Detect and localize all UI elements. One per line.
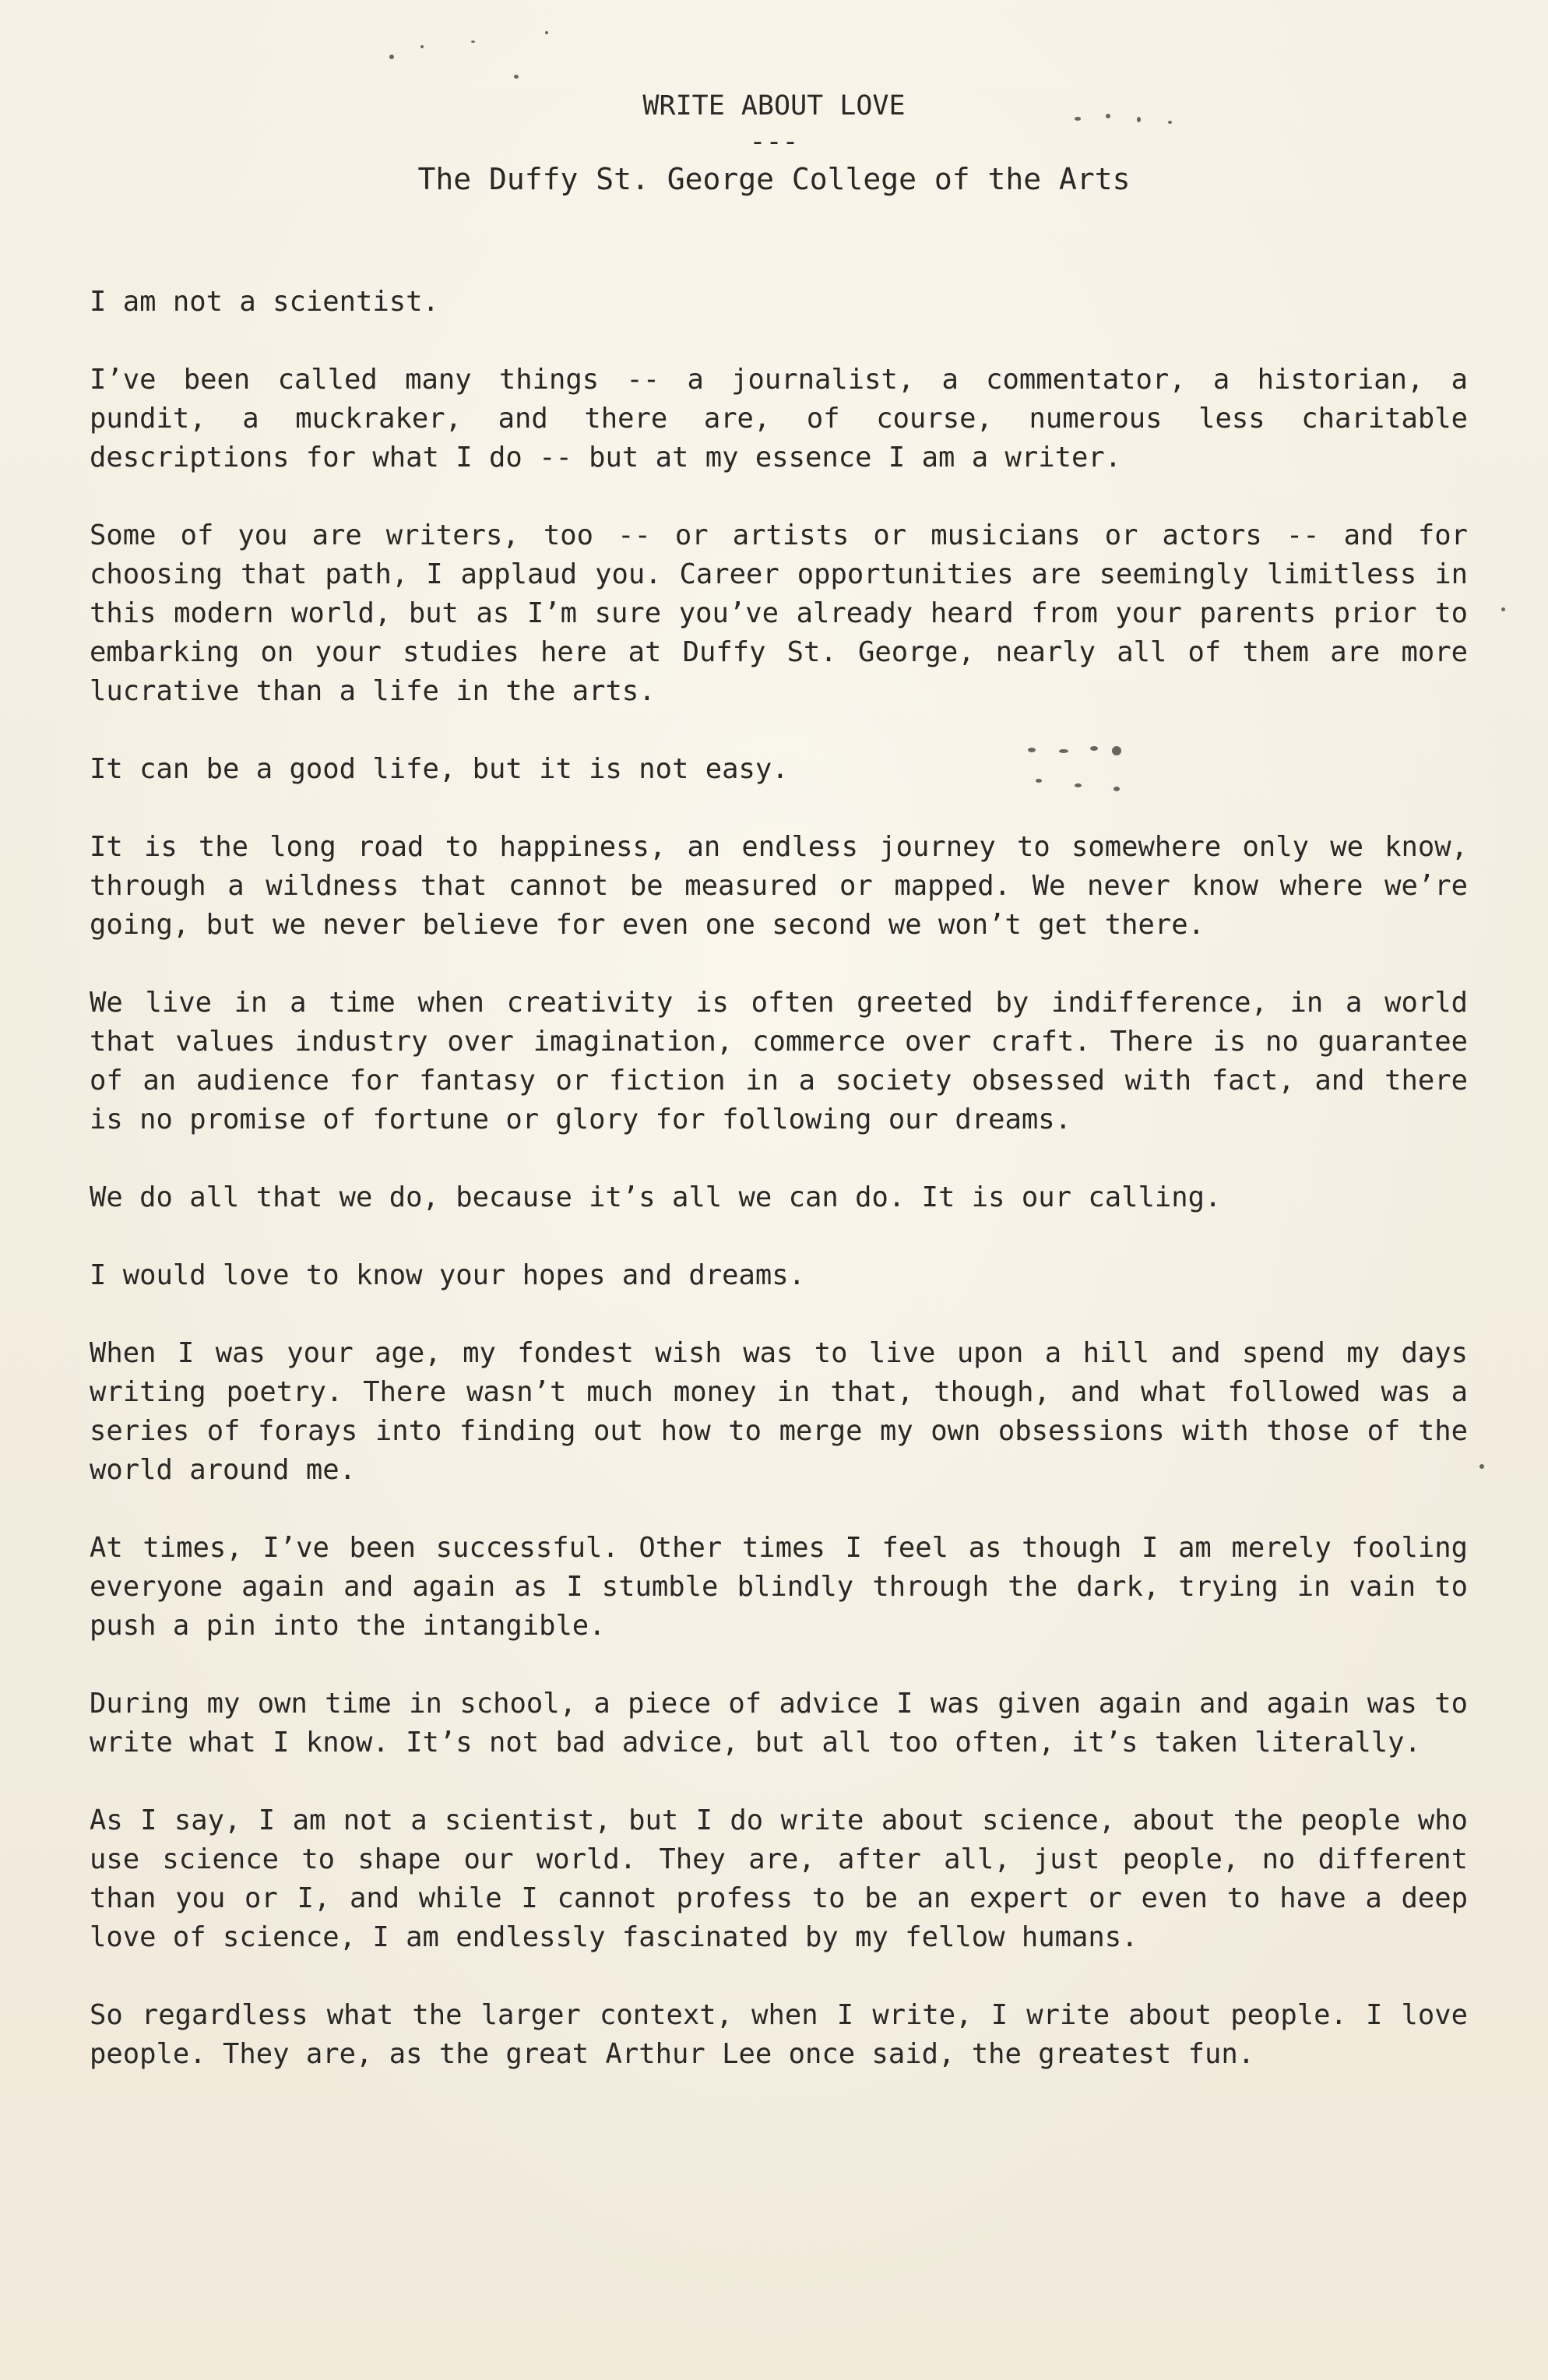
ink-speck	[514, 75, 519, 79]
paragraph: We do all that we do, because it’s all we can do. It is our calling.	[90, 1181, 1222, 1213]
paragraph: I would love to know your hopes and dreams.	[90, 1259, 806, 1291]
paragraph: I am not a scientist.	[90, 286, 439, 318]
paragraph: I’ve been called many things -- a journalist, a commentator, a historian, a pundit, a muckraker, and there are, of course, numerous less charitable descriptions for what I do -- but at my essence I am a writer.	[90, 364, 1468, 474]
paragraph: We live in a time when creativity is often greeted by indifference, in a world that values industry over imagination, commerce over craft. There is no guarantee of an audience for fantasy or fiction in a society obsessed with fact, and there is no promise of fortune or glory for following our dreams.	[90, 987, 1468, 1135]
paragraph: As I say, I am not a scientist, but I do write about science, about the people who use science to shape our world. They are, after all, just people, no different than you or I, and while I cannot profess to be an expert or even to have a deep love of science, I am endlessly fascinated by my fellow humans.	[90, 1804, 1468, 1953]
document-body	[90, 283, 1468, 2074]
paragraph: During my own time in school, a piece of advice I was given again and again was to write what I know. It’s not bad advice, but all too often, it’s taken literally.	[90, 1688, 1468, 1759]
paragraph: It is the long road to happiness, an endless journey to somewhere only we know, through a wildness that cannot be measured or mapped. We never know where we’re going, but we never believe for even one second we won’t get there.	[90, 831, 1468, 941]
ink-speck	[471, 40, 475, 43]
paragraph: At times, I’ve been successful. Other times I feel as though I am merely fooling everyone again and again as I stumble blindly through the dark, trying in vain to push a pin into the intangible.	[90, 1532, 1468, 1642]
ink-speck	[1479, 1464, 1484, 1469]
paragraph: Some of you are writers, too -- or artists or musicians or actors -- and for choosing that path, I applaud you. Career opportunities are seemingly limitless in this modern world, but as I’m sure you’ve already heard from your parents prior to embarking on your studies here at Duffy St. George, nearly all of them are more lucrative than a life in the arts.	[90, 519, 1468, 707]
ink-speck	[545, 31, 548, 34]
ink-speck	[1501, 607, 1505, 611]
document-title: WRITE ABOUT LOVE	[642, 90, 906, 121]
document-header	[0, 87, 1548, 199]
ink-speck	[389, 55, 394, 59]
paragraph: When I was your age, my fondest wish was to live upon a hill and spend my days writing poetry. There wasn’t much money in that, though, and what followed was a series of forays into finding out how to merge my own obsessions with those of the world around me.	[90, 1337, 1468, 1486]
title-rule: ---	[749, 126, 799, 157]
ink-speck	[420, 45, 424, 48]
document-subtitle: The Duffy St. George College of the Arts	[417, 162, 1131, 196]
paragraph: So regardless what the larger context, when I write, I write about people. I love people. They are, as the great Arthur Lee once said, the greatest fun.	[90, 1999, 1468, 2070]
paragraph: It can be a good life, but it is not easy.	[90, 753, 789, 785]
